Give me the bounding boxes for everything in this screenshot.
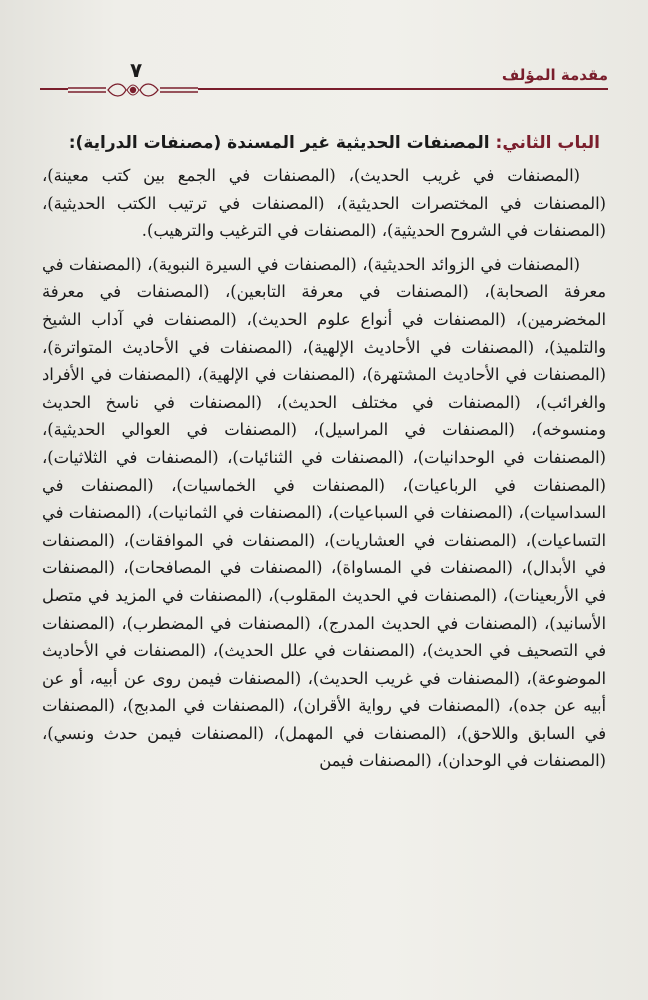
chapter-heading (42, 128, 600, 158)
chapter-label: الباب الثاني: (495, 133, 600, 153)
running-header (40, 58, 608, 104)
page-number: ٧ (130, 58, 143, 82)
paragraph: (المصنفات في الزوائد الحديثية)، (المصنفات في السيرة النبوية)، (المصنفات في معرفة الصحابة)، (المصنفات في معرفة التابعين)، (المصنفات في معرفة المخضرمين)، (المصنفات في أنواع علوم الحديث)، (المصنفات في آداب الشيخ والتلميذ)، (المصنفات في الأحاديث الإلهية)، (المصنفات في الأحاديث المتواترة)، (المصنفات في الأحاديث المشتهرة)، (المصنفات في الإلهية)، (المصنفات في الأفراد والغرائب)، (المصنفات في مختلف الحديث)، (المصنفات في ناسخ الحديث ومنسوخه)، (المصنفات في المراسيل)، (المصنفات في العوالي الحديثية)، (المصنفات في الوحدانيات)، (المصنفات في الثنائيات)، (المصنفات في الثلاثيات)، (المصنفات في الرباعيات)، (المصنفات في الخماسيات)، (المصنفات في السداسيات)، (المصنفات في السباعيات)، (المصنفات في الثمانيات)، (المصنفات في التساعيات)، (المصنفات في العشاريات)، (المصنفات في الموافقات)، (المصنفات في الأبدال)، (المصنفات في المساواة)، (المصنفات في المصافحات)، (المصنفات في الأربعينات)، (المصنفات في الحديث المقلوب)، (المصنفات في المزيد في متصل الأسانيد)، (المصنفات في الحديث المدرج)، (المصنفات في المضطرب)، (المصنفات في التصحيف في الحديث)، (المصنفات في علل الحديث)، (المصنفات في الأحاديث الموضوعة)، (المصنفات في غريب الحديث)، (المصنفات فيمن روى عن أبيه، أو عن أبيه عن جده)، (المصنفات في رواية الأقران)، (المصنفات في المدبج)، (المصنفات في السابق واللاحق)، (المصنفات في المهمل)، (المصنفات فيمن حدث ونسي)، (المصنفات في الوحدان)، (المصنفات فيمن (42, 254, 606, 771)
decorative-flourish-icon (68, 78, 198, 100)
chapter-title: المصنفات الحديثية غير المسندة (مصنفات الدراية): (68, 133, 490, 153)
paragraph: (المصنفات في غريب الحديث)، (المصنفات في الجمع بين كتب معينة)، (المصنفات في المختصرات الحديثية)، (المصنفات في ترتيب الكتب الحديثية)، (المصنفات في الشروح الحديثية)، (المصنفات في الترغيب والترهيب). (42, 166, 606, 241)
running-header-title: مقدمة المؤلف (501, 66, 608, 84)
page-content (42, 128, 606, 781)
